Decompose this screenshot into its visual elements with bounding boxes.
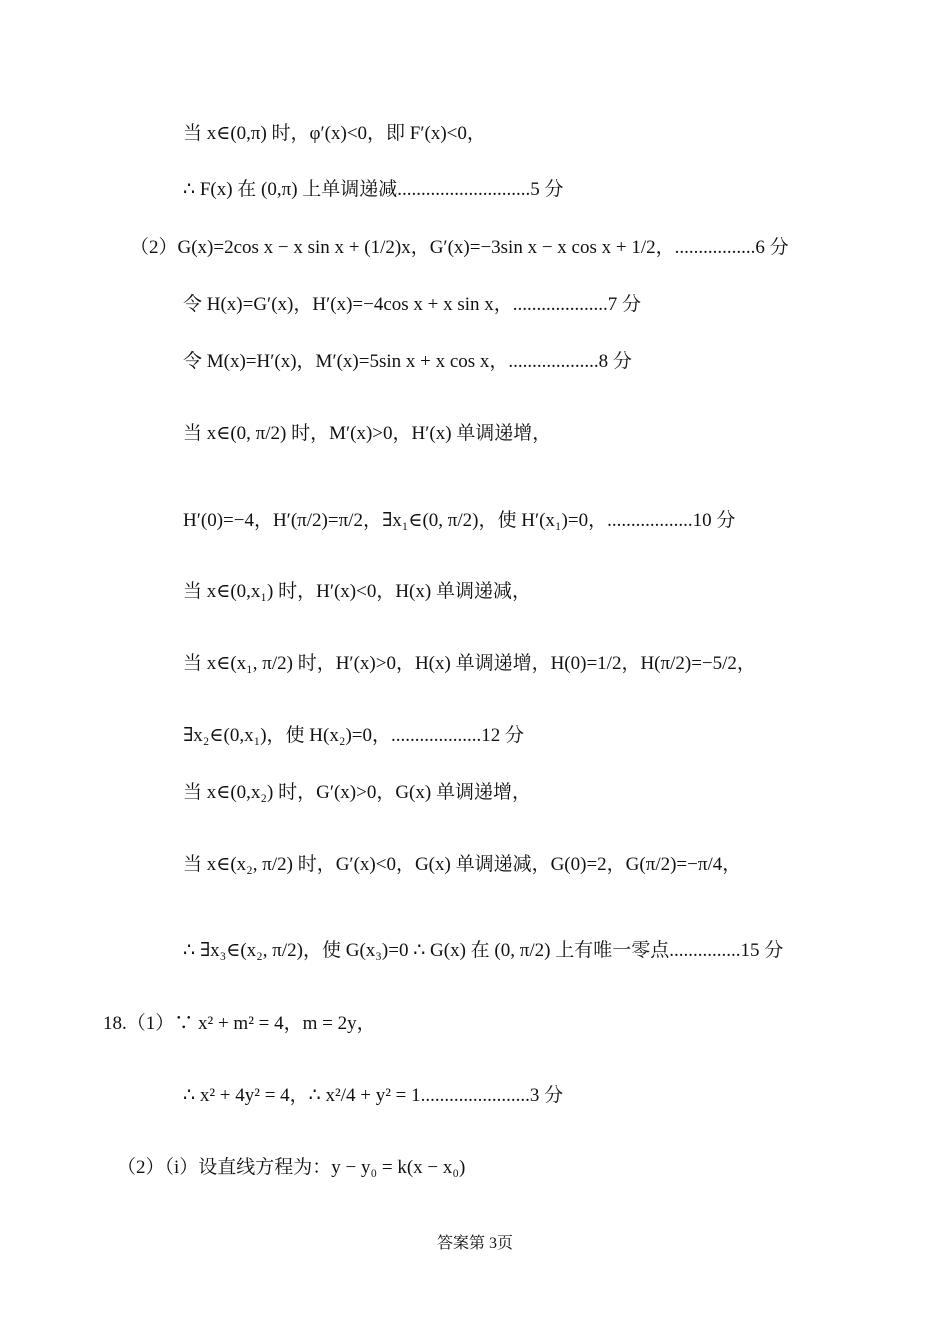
line-3: （2）G(x)=2cos x − x sin x + (1/2)x，G′(x)=−3sin x − x cos x + 1/2，.................6 分 <box>130 237 789 258</box>
line-7: H′(0)=−4，H′(π/2)=π/2，∃x₁∈(0, π/2)，使 H′(x₁)=0，..................10 分 <box>183 510 736 531</box>
line-8: 当 x∈(0,x₁) 时，H′(x)<0，H(x) 单调递减， <box>183 581 531 602</box>
line-5: 令 M(x)=H′(x)，M′(x)=5sin x + x cos x，...................8 分 <box>183 351 632 372</box>
page-footer: 答案第 3页 <box>436 1235 513 1252</box>
line-11: 当 x∈(0,x₂) 时，G′(x)>0，G(x) 单调递增， <box>183 782 531 803</box>
line-6: 当 x∈(0, π/2) 时，M′(x)>0，H′(x) 单调递增， <box>183 423 552 444</box>
line-12: 当 x∈(x₂, π/2) 时，G′(x)<0，G(x) 单调递减，G(0)=2，G(π/2)=−π/4， <box>183 854 742 875</box>
line-4: 令 H(x)=G′(x)，H′(x)=−4cos x + x sin x，....................7 分 <box>183 294 642 315</box>
line-9: 当 x∈(x₁, π/2) 时，H′(x)>0，H(x) 单调递增，H(0)=1/2，H(π/2)=−5/2， <box>183 653 756 674</box>
line-14: 18.（1）∵ x² + m² = 4，m = 2y， <box>103 1013 376 1034</box>
line-1: 当 x∈(0,π) 时，φ′(x)<0，即 F′(x)<0， <box>183 123 486 144</box>
line-13: ∴ ∃x₃∈(x₂, π/2)，使 G(x₃)=0 ∴ G(x) 在 (0, π/2) 上有唯一零点...............15 分 <box>183 940 784 961</box>
line-10: ∃x₂∈(0,x₁)，使 H(x₂)=0，...................12 分 <box>183 725 524 746</box>
line-2: ∴ F(x) 在 (0,π) 上单调递减............................5 分 <box>183 179 564 200</box>
line-15: ∴ x² + 4y² = 4，∴ x²/4 + y² = 1.......................3 分 <box>183 1085 564 1106</box>
line-16: （2）（i）设直线方程为：y − y₀ = k(x − x₀) <box>117 1157 466 1178</box>
